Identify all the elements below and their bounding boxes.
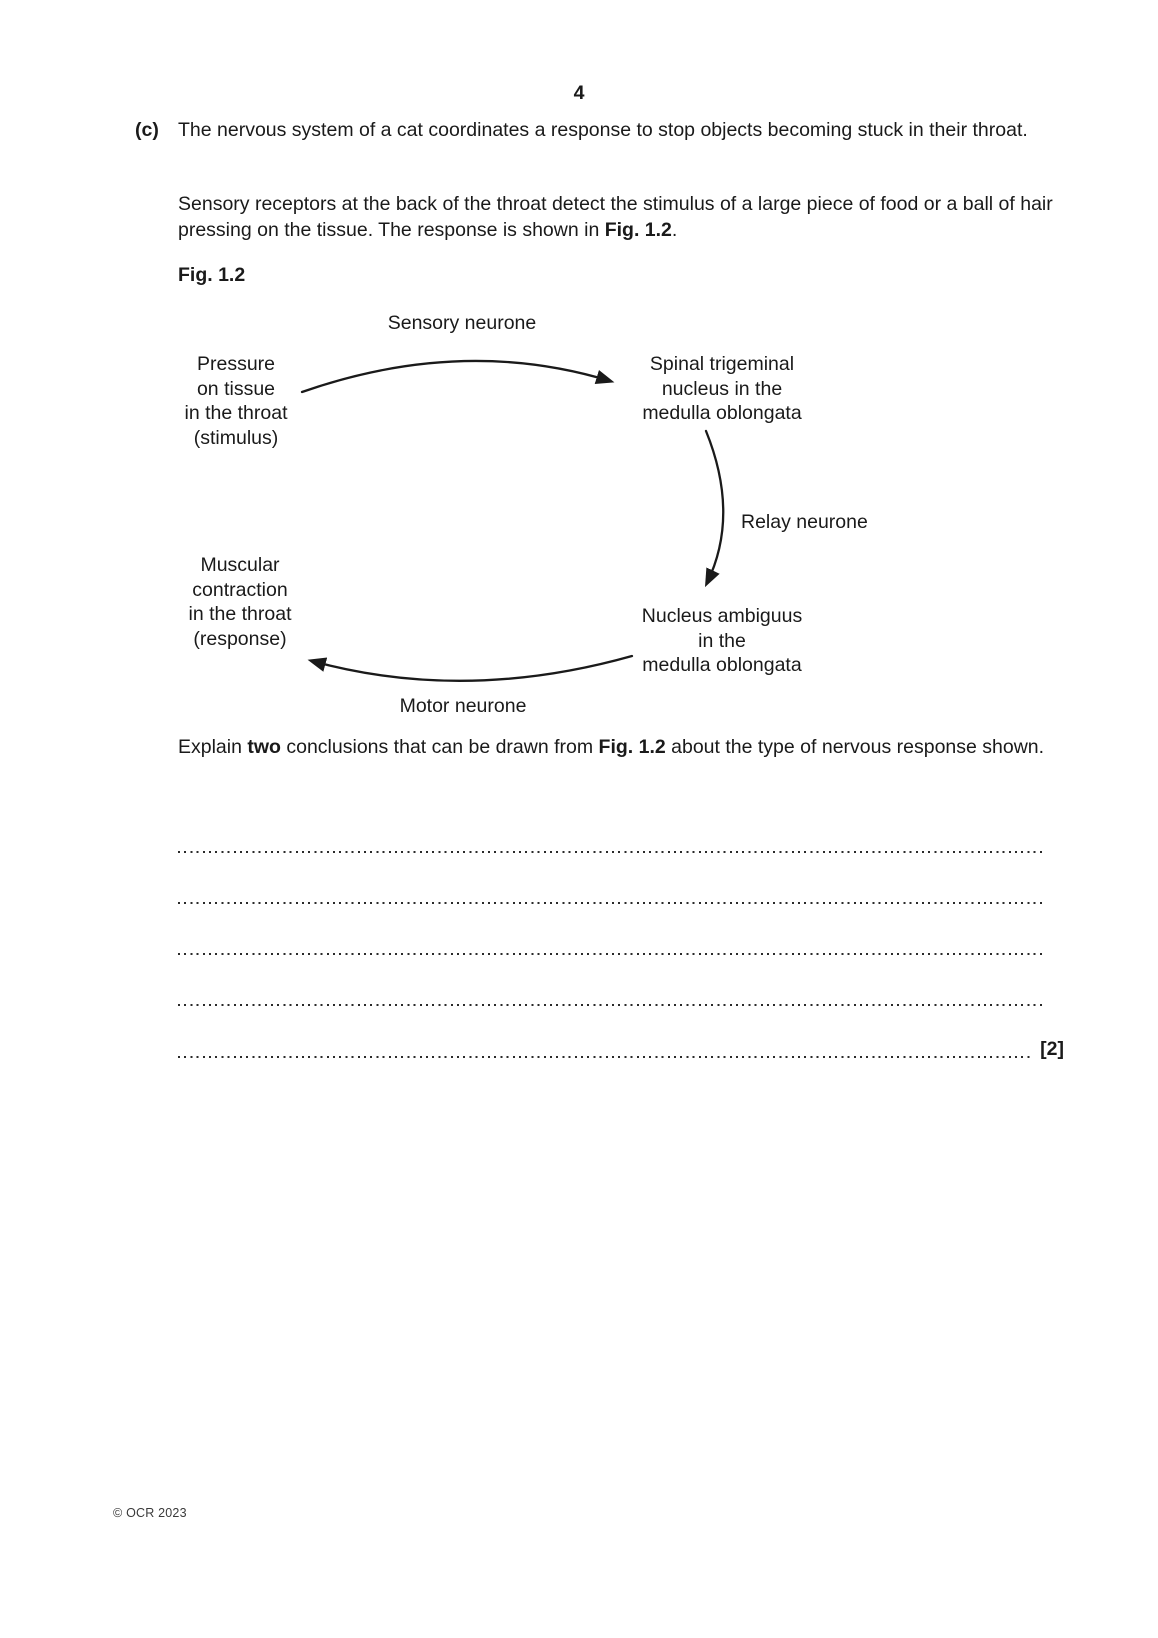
- answer-dotted-line-5-row: [178, 1036, 1064, 1062]
- relay-neurone-label: Relay neurone: [741, 511, 868, 533]
- stimulus-line: on tissue: [196, 377, 276, 400]
- question-part-c: [135, 117, 1047, 143]
- detail-fig-reference: Fig. 1.2: [604, 219, 672, 241]
- sensory-neurone-label: Sensory neurone: [387, 312, 537, 334]
- question-prompt-text: [178, 734, 1058, 760]
- answer-dotted-line-3: [178, 953, 1045, 955]
- response-line: in the throat: [188, 603, 292, 625]
- nucleus-ambiguus-line: Nucleus ambiguus: [641, 605, 803, 627]
- response-block: [189, 553, 292, 651]
- prompt-fig-reference: Fig. 1.2: [598, 736, 666, 758]
- stimulus-line: (stimulus): [193, 426, 279, 449]
- response-line: (response): [193, 627, 287, 650]
- spinal-nucleus-line: medulla oblongata: [642, 402, 802, 424]
- answer-dotted-line-5: [178, 1056, 1033, 1058]
- nucleus-ambiguus-line: in the: [698, 629, 746, 652]
- prompt-text-pre: Explain: [178, 736, 248, 758]
- marks-badge: [2]: [1040, 1038, 1064, 1060]
- stimulus-block: [185, 352, 288, 450]
- response-line: contraction: [192, 578, 288, 601]
- figure-caption: Fig. 1.2: [178, 264, 246, 286]
- prompt-text-post: about the type of nervous response shown.: [665, 736, 1045, 758]
- prompt-text-mid: conclusions that can be drawn from: [280, 736, 599, 758]
- page-number: 4: [573, 82, 585, 104]
- nucleus-ambiguus-block: [642, 604, 802, 678]
- answer-dotted-line-1: [178, 851, 1045, 853]
- stimulus-line: Pressure: [196, 353, 276, 375]
- answer-dotted-line-4: [178, 1004, 1045, 1006]
- motor-neurone-arrow: [312, 656, 632, 681]
- answer-dotted-line-2: [178, 902, 1045, 904]
- detail-text-pre: Sensory receptors at the back of the throat detect the stimulus of a large piece of food or a ball of hair pressing on the tissue. The response is shown in: [178, 193, 1053, 241]
- relay-neurone-arrow: [706, 431, 723, 583]
- question-detail-text: [178, 191, 1058, 243]
- nucleus-ambiguus-line: medulla oblongata: [642, 654, 802, 676]
- motor-neurone-label: Motor neurone: [399, 695, 527, 717]
- spinal-nucleus-line: nucleus in the: [661, 377, 783, 400]
- response-line: Muscular: [200, 554, 280, 576]
- footer-copyright: © OCR 2023: [113, 1506, 187, 1520]
- question-intro-text: The nervous system of a cat coordinates a response to stop objects becoming stuck in their throat.: [178, 119, 1028, 141]
- prompt-bold-two: two: [247, 736, 281, 758]
- stimulus-line: in the throat: [184, 402, 288, 424]
- sensory-neurone-arrow: [302, 361, 610, 392]
- spinal-nucleus-line: Spinal trigeminal: [649, 353, 795, 375]
- spinal-trigeminal-nucleus-block: [642, 352, 801, 426]
- question-part-label: (c): [135, 119, 159, 141]
- detail-text-post: .: [671, 219, 678, 241]
